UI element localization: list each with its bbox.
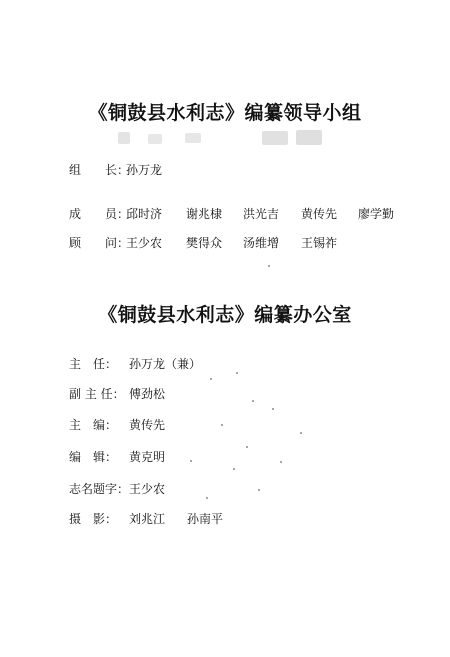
staff-role: 摄 影：	[69, 512, 118, 526]
members-label-char-1: 成	[69, 207, 82, 221]
scan-speck	[221, 424, 223, 426]
staff-role: 副 主 任：	[69, 387, 125, 401]
advisor-name: 王锡祚	[301, 236, 338, 250]
staff-name: 刘兆江	[129, 512, 166, 526]
staff-role: 志名题字：	[69, 482, 130, 496]
scan-smudge	[118, 132, 130, 144]
members-label-char-2: 员：	[105, 207, 130, 221]
scan-smudge	[262, 131, 288, 145]
scan-speck	[252, 400, 254, 402]
scan-smudge	[148, 134, 162, 144]
leading-group-title: 《铜鼓县水利志》编纂领导小组	[88, 102, 362, 124]
scan-speck	[272, 408, 274, 410]
staff-name: 黄传先	[129, 418, 166, 432]
scan-speck	[190, 460, 192, 462]
staff-name: 王少农	[129, 482, 166, 496]
scan-speck	[258, 489, 260, 491]
staff-role: 主 编：	[69, 418, 118, 432]
scan-speck	[300, 432, 302, 434]
leader-label-char-1: 组	[69, 163, 82, 177]
leader-name: 孙万龙	[126, 163, 163, 177]
member-name: 洪光吉	[243, 207, 280, 221]
advisor-name: 王少农	[126, 236, 163, 250]
member-name: 邱时济	[126, 207, 163, 221]
scan-speck	[233, 468, 235, 470]
advisor-name: 汤维增	[243, 236, 280, 250]
scan-speck	[236, 372, 238, 374]
staff-role: 主 任：	[69, 357, 118, 371]
member-name: 廖学勤	[358, 207, 395, 221]
advisor-name: 樊得众	[186, 236, 223, 250]
scan-speck	[210, 378, 212, 380]
scan-speck	[280, 461, 282, 463]
scan-speck	[268, 265, 270, 267]
staff-name: 傅劲松	[129, 387, 166, 401]
scan-smudge	[185, 133, 201, 143]
editorial-office-title: 《铜鼓县水利志》编纂办公室	[98, 304, 352, 326]
member-name: 谢兆棣	[186, 207, 223, 221]
staff-name: 孙万龙（兼）	[129, 357, 202, 371]
scan-speck	[206, 497, 208, 499]
staff-name-secondary: 孙南平	[187, 512, 224, 526]
member-name: 黄传先	[301, 207, 338, 221]
scan-speck	[246, 446, 248, 448]
scan-smudge	[296, 130, 322, 145]
staff-role: 编 辑：	[69, 450, 118, 464]
staff-name: 黄克明	[129, 450, 166, 464]
advisors-label-char-2: 问：	[105, 236, 130, 250]
advisors-label-char-1: 顾	[69, 236, 82, 250]
leader-label-char-2: 长：	[105, 163, 130, 177]
